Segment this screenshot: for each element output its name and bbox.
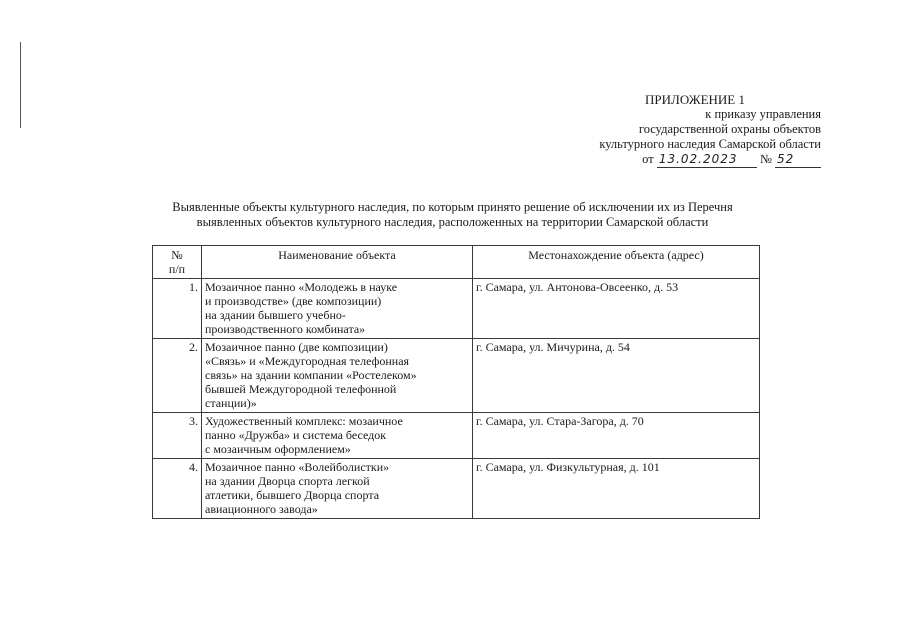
header-name: Наименование объекта [202, 246, 473, 279]
date-prefix: от [642, 152, 654, 166]
row-address: г. Самара, ул. Физкультурная, д. 101 [473, 459, 760, 519]
objects-table [152, 245, 760, 519]
appendix-line-2: государственной охраны объектов [638, 122, 821, 136]
document-title-line-2: выявленных объектов культурного наследия, расположенных на территории Самарской области [196, 215, 709, 229]
header-address: Местонахождение объекта (адрес) [473, 246, 760, 279]
margin-line [20, 42, 21, 128]
row-name: Художественный комплекс: мозаичное панно «Дружба» и система беседок с мозаичным оформлением» [202, 413, 473, 459]
row-name: Мозаичное панно «Волейболистки» на здании Дворца спорта легкой атлетики, бывшего Дворца спорта авиационного завода» [202, 459, 473, 519]
appendix-line-3: культурного наследия Самарской области [599, 137, 821, 151]
appendix-line-1: к приказу управления [705, 107, 821, 121]
row-num: 2. [153, 339, 202, 413]
table-row [153, 459, 760, 519]
row-num: 1. [153, 279, 202, 339]
date-number-line [599, 152, 821, 168]
table-row [153, 413, 760, 459]
row-address: г. Самара, ул. Антонова-Овсеенко, д. 53 [473, 279, 760, 339]
row-name: Мозаичное панно (две композиции) «Связь» и «Междугородная телефонная связь» на здании компании «Ростелеком» бывшей Междугородной телефонной станции)» [202, 339, 473, 413]
table-row [153, 339, 760, 413]
handwritten-number: 52 [775, 152, 821, 168]
row-address: г. Самара, ул. Стара-Загора, д. 70 [473, 413, 760, 459]
appendix-title: ПРИЛОЖЕНИЕ 1 [645, 92, 745, 107]
header-num: № п/п [153, 246, 202, 279]
document-title [0, 200, 905, 230]
table-row [153, 279, 760, 339]
row-num: 4. [153, 459, 202, 519]
appendix-header [599, 92, 821, 168]
row-name: Мозаичное панно «Молодежь в науке и производстве» (две композиции) на здании бывшего учебно- производственного комбината» [202, 279, 473, 339]
document-title-line-1: Выявленные объекты культурного наследия, по которым принято решение об исключении их из Перечня [172, 200, 733, 214]
number-prefix: № [759, 152, 772, 166]
handwritten-date: 13.02.2023 [657, 152, 757, 168]
table-header-row [153, 246, 760, 279]
row-address: г. Самара, ул. Мичурина, д. 54 [473, 339, 760, 413]
row-num: 3. [153, 413, 202, 459]
